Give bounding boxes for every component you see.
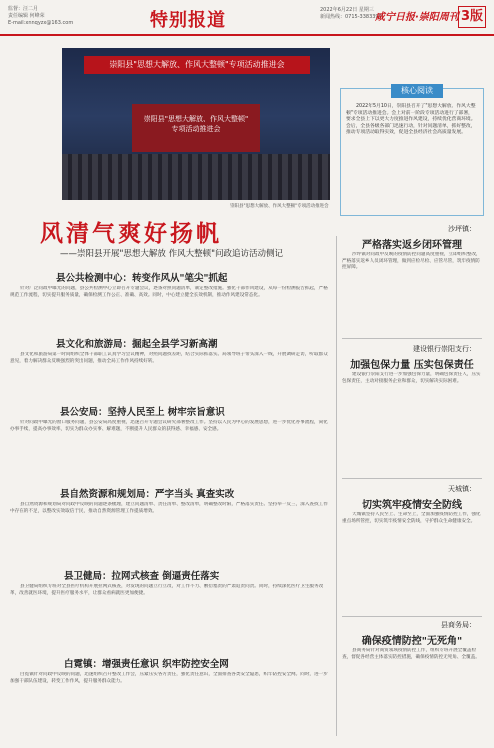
highlight-text: 2022年5月10日，崇阳县召开了"思想大解放、作风大整顿"专项活动推进会。会上对前一阶段专项活动进行了部署，要求全县上下以更大力度推进作风建设，持续优化营商环境。会后，全县各级各部门迅速行动，针对问题清单，抓好整改，推动专项活动取得实效，促进全县经济社会高质量发展。 (346, 104, 476, 136)
email-line: E-mail:xnnqyzx@163.com (8, 20, 74, 26)
section-body: 针对问政中曝光的窗口服务问题，县公安局高度重视，迅速召开专题会议研究部署整改工作。坚持以人民为中心的发展思想，进一步优化办事流程，简化办事手续，提高办事效率，切实为群众办实事、解难题，不断提升人民群众的获得感、幸福感、安全感。 (10, 420, 328, 432)
photo-screen (132, 104, 260, 152)
newspaper-brand: 咸宁日报·崇阳周刊 (375, 12, 459, 23)
side-divider (342, 616, 482, 617)
column-divider (336, 236, 337, 736)
sub-headline: ——崇阳县开展"思想大解放 作风大整顿"问政追访活动侧记 (60, 249, 284, 259)
editor-line: 监督：汪二月 (8, 6, 39, 12)
section-heading: 县自然资源和规划局：严字当头 真查实改 (60, 489, 235, 500)
section-heading: 县公共检测中心：转变作风从"笔尖"抓起 (56, 273, 228, 284)
side-heading: 切实筑牢疫情安全防线 (362, 500, 462, 511)
audience-silhouette (62, 154, 330, 200)
editor-line: 责任编辑 何峰荣 (8, 13, 45, 19)
page-header (0, 0, 494, 36)
hotline: 新闻热线：0715-3383399 (320, 14, 382, 20)
side-kicker: 天城镇： (448, 485, 476, 493)
editor-info (8, 6, 73, 27)
side-body: 县商务局针对商贸领域疫情防控工作，组织专班开展全覆盖检查，督促各经营主体落实防控措施，确保疫情防控无死角、全覆盖。 (342, 648, 480, 660)
photo-caption: 崇阳县"思想大解放、作风大整顿"专项活动推进会 (230, 204, 329, 209)
photo-banner: 崇阳县"思想大解放、作风大整顿"专项活动推进会 (84, 56, 310, 74)
side-body: 天城镇坚持人民至上、生命至上，全面加强疫情防控工作，强化重点场所管控，切实筑牢疫情安全防线，守护群众生命健康安全。 (342, 512, 481, 524)
date-info (320, 7, 382, 21)
section-heading: 县公安局：坚持人民至上 树牢宗旨意识 (60, 407, 225, 418)
side-divider (342, 478, 482, 479)
side-kicker: 县商务局： (441, 621, 476, 629)
section-body: 针对广泛问政中曝光的问题，县公共检测中心立即召开专题会议，逐条对照问题清单，制定整改措施。强化干部作风建设，从每一份检测报告抓起，严格规范工作流程，切实提升服务质量，确保检测工作公正、准确、高效。同时，中心建立健全长效机制，推动作风建设常态化。 (10, 286, 328, 298)
highlight-title: 核心阅读 (391, 84, 443, 98)
section-body: 县卫健局组织专班对全县医疗机构开展拉网式核查，对发现的问题立行立改，对工作不力、敷衍塞责的严肃追责问责。同时，持续深化医疗卫生服务改革，改善就医环境，提升医疗服务水平，让群众看病就医更加便捷。 (10, 584, 324, 596)
side-kicker: 建设银行崇阳支行： (413, 345, 476, 353)
section-body: 县自然资源和规划局对问政中反映的问题逐条梳理，建立问题清单、责任清单、整改清单，明确整改时限，严格落实责任。坚持举一反三，深入查找工作中存在的不足，以整改实效取信于民，推动自然资源管理工作提质增效。 (10, 502, 328, 514)
section-heading: 白霓镇：增强责任意识 织牢防控安全网 (64, 659, 229, 670)
section-heading: 县文化和旅游局：掘起全县学习新高潮 (56, 339, 218, 350)
main-headline: 风清气爽好扬帆 (40, 221, 222, 247)
date-line: 2022年6月22日 星期三 (320, 7, 374, 13)
screen-text: 专项活动推进会 (171, 125, 221, 133)
side-body: 建设银行崇阳支行进一步加强包保力量，明确包保责任人，压实包保责任，主动对接服务企业和群众，切实解决实际困难。 (342, 372, 481, 384)
section-heading: 县卫健局：拉网式核查 倒逼责任落实 (64, 571, 220, 582)
meeting-photo (62, 48, 330, 200)
screen-text: 崇阳县"思想大解放、作风大整顿" (143, 115, 249, 123)
section-body: 白霓镇针对问政中反映的问题，迅速组织召开整改工作会，压紧压实各方责任，强化责任意识，全面排查各类安全隐患，织牢防控安全网。同时，进一步加强干部队伍建设，转变工作作风，提升服务群众能力。 (10, 672, 328, 684)
side-kicker: 沙坪镇： (448, 225, 476, 233)
page-number: 3版 (458, 6, 486, 28)
side-heading: 加强包保力量 压实包保责任 (350, 360, 474, 371)
side-body: 沙坪镇对问政中反映的疫情防控问题高度重视，立即组织整改，严格落实返乡人员闭环管理，做到应检尽检、应管尽管，筑牢疫情防控屏障。 (342, 252, 481, 270)
side-heading: 确保疫情防控"无死角" (361, 636, 463, 647)
side-heading: 严格落实返乡闭环管理 (362, 240, 462, 251)
section-title: 特别报道 (150, 10, 226, 31)
section-body: 县文化和旅游局第一时间组织全体干部职工认真学习会议精神，对照问题找差距，结合实际抓落实。局领导班子带头深入一线，开展调研走访，听取群众意见，着力解决群众反映强烈的突出问题，推动全局工作作风持续好转。 (10, 352, 328, 364)
side-divider (342, 338, 482, 339)
